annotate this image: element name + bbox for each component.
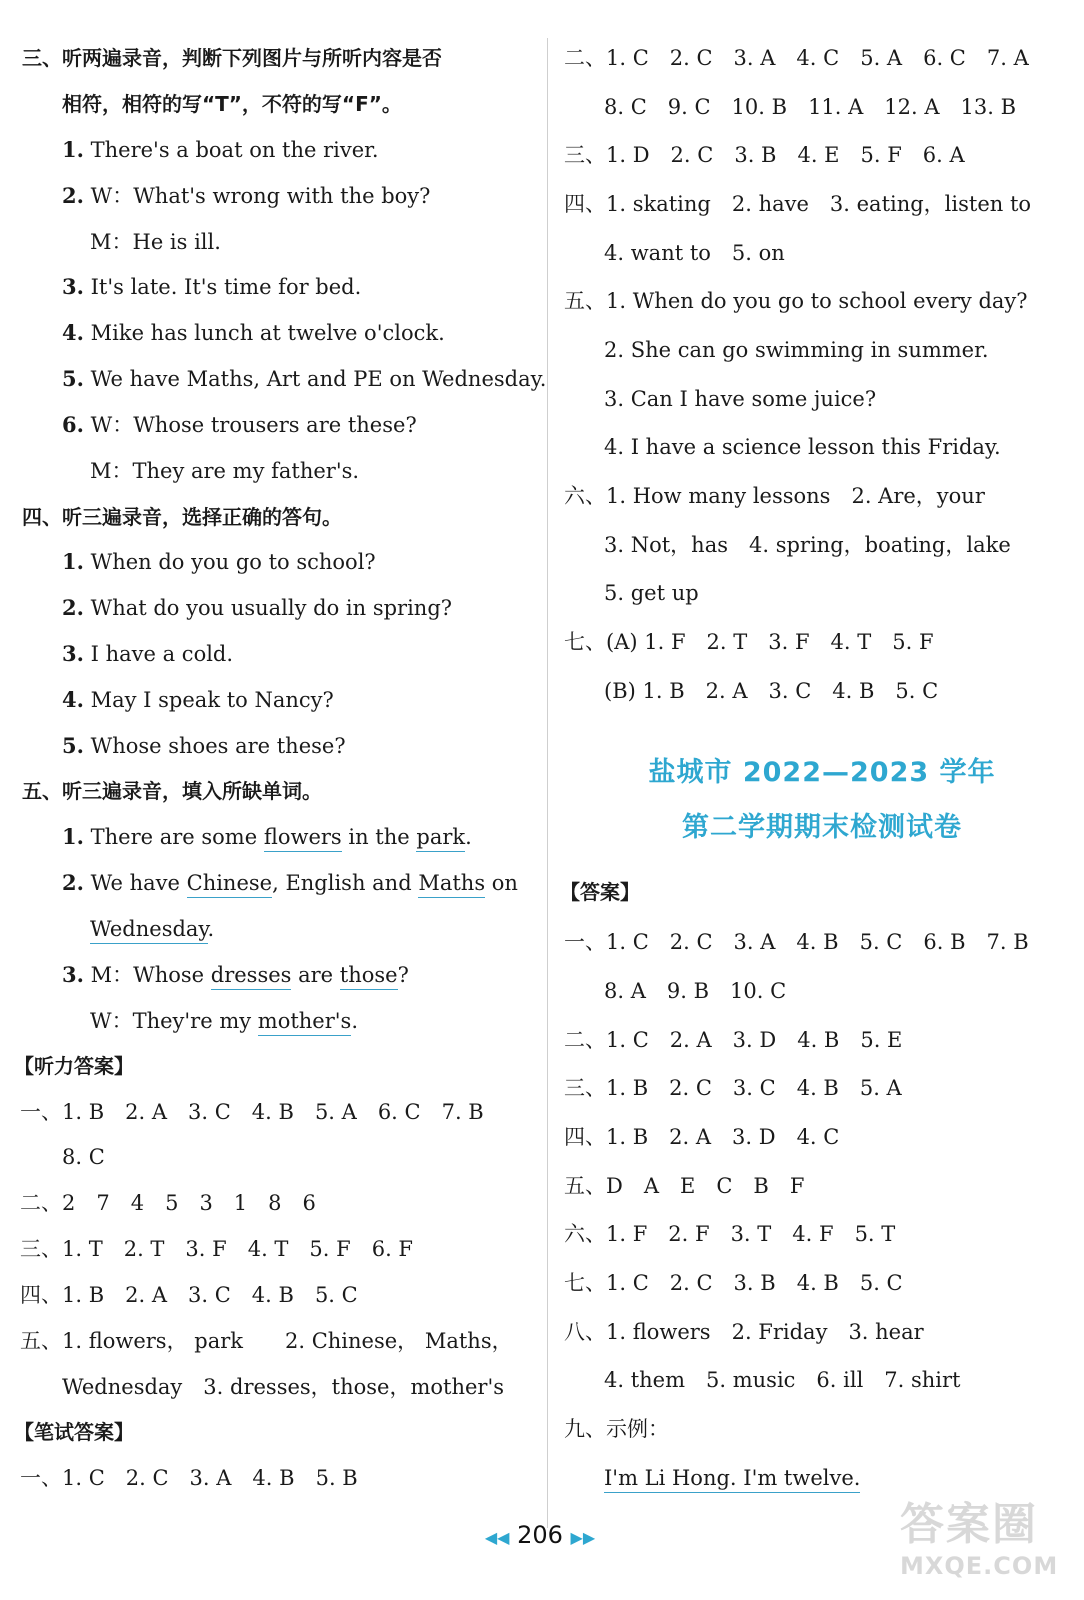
answer-row: 九、示例：: [564, 1417, 669, 1441]
fill-line: Wednesday.: [90, 915, 214, 943]
list-item: M：He is ill.: [90, 230, 221, 254]
example-sentence: I'm Li Hong. I'm twelve.: [604, 1464, 860, 1492]
answer-row: 8. C: [62, 1145, 105, 1169]
watermark-bottom: MXQE.COM: [900, 1552, 1059, 1580]
fill-line: 1. There are some flowers in the park.: [62, 823, 472, 851]
page-footer: [460, 1521, 620, 1549]
answer-row: 4. them 5. music 6. ill 7. shirt: [604, 1368, 961, 1392]
list-item: 2. W：What's wrong with the boy?: [62, 183, 431, 208]
section-5-title: 五、听三遍录音，填入所缺单词。: [22, 779, 322, 803]
next-page-icon[interactable]: ▶▶: [570, 1528, 596, 1547]
fill-line: 3. M：Whose dresses are those?: [62, 961, 409, 989]
section-4-title: 四、听三遍录音，选择正确的答句。: [22, 505, 342, 529]
exam-title: 盐城市 2022—2023 学年: [648, 757, 996, 788]
watermark-top: 答案圈: [900, 1499, 1038, 1550]
answer-row: 七、(A) 1. F 2. T 3. F 4. T 5. F: [564, 630, 934, 654]
answer-row: 五、1. When do you go to school every day?: [564, 289, 1028, 313]
answer-row: 4. want to 5. on: [604, 241, 785, 265]
answer-row: 五、1. flowers， park 2. Chinese， Maths，: [20, 1329, 513, 1353]
list-item: 5. Whose shoes are these?: [62, 733, 346, 758]
fill-line: W：They're my mother's.: [90, 1007, 358, 1035]
answer-row: 三、1. D 2. C 3. B 4. E 5. F 6. A: [564, 143, 965, 167]
answer-row: Wednesday 3. dresses，those，mother's: [62, 1375, 505, 1399]
answer-row: 3. Not，has 4. spring，boating，lake: [604, 533, 1011, 557]
answer-row: 二、1. C 2. C 3. A 4. C 5. A 6. C 7. A: [564, 46, 1029, 70]
answer-row: 六、1. F 2. F 3. T 4. F 5. T: [564, 1222, 896, 1246]
listening-answers-heading: 【听力答案】: [14, 1054, 134, 1078]
answers-heading: 【答案】: [560, 880, 640, 904]
answer-row: 四、1. B 2. A 3. D 4. C: [564, 1125, 840, 1149]
list-item: 6. W：Whose trousers are these?: [62, 412, 417, 437]
section-3-title: 三、听两遍录音，判断下列图片与所听内容是否: [22, 46, 442, 70]
filled-word: mother's: [258, 1009, 352, 1036]
list-item: M：They are my father's.: [90, 459, 360, 483]
answer-row: 8. A 9. B 10. C: [604, 979, 787, 1003]
filled-word: park: [416, 825, 465, 852]
page-number: 206: [517, 1521, 563, 1549]
list-item: 4. Mike has lunch at twelve o'clock.: [62, 320, 445, 345]
filled-word: Chinese: [187, 871, 272, 898]
filled-word: flowers: [264, 825, 342, 852]
list-item: 1. When do you go to school?: [62, 549, 376, 574]
answer-row: 四、1. skating 2. have 3. eating，listen to: [564, 192, 1032, 216]
written-answers-heading: 【笔试答案】: [14, 1420, 134, 1444]
answer-row: 3. Can I have some juice?: [604, 387, 877, 411]
list-item: 2. What do you usually do in spring?: [62, 595, 453, 620]
list-item: 5. We have Maths, Art and PE on Wednesday.: [62, 366, 547, 391]
filled-word: dresses: [211, 963, 292, 990]
answer-row: 一、1. B 2. A 3. C 4. B 5. A 6. C 7. B: [20, 1100, 484, 1124]
answer-row: 一、1. C 2. C 3. A 4. B 5. C 6. B 7. B: [564, 930, 1029, 954]
answer-row: 8. C 9. C 10. B 11. A 12. A 13. B: [604, 95, 1017, 119]
column-divider: [547, 38, 548, 1528]
section-3-title-cont: 相符，相符的写“T”，不符的写“F”。: [62, 92, 402, 116]
answer-row: 2. She can go swimming in summer.: [604, 338, 989, 362]
answer-row: 三、1. T 2. T 3. F 4. T 5. F 6. F: [20, 1237, 414, 1261]
answer-row: 一、1. C 2. C 3. A 4. B 5. B: [20, 1466, 358, 1490]
list-item: 4. May I speak to Nancy?: [62, 687, 334, 712]
answer-row: (B) 1. B 2. A 3. C 4. B 5. C: [604, 679, 939, 703]
list-item: 3. I have a cold.: [62, 641, 234, 666]
watermark-logo: [900, 1488, 1070, 1588]
answer-row: 八、1. flowers 2. Friday 3. hear: [564, 1320, 924, 1344]
filled-word: Maths: [418, 871, 485, 898]
prev-page-icon[interactable]: ◀◀: [484, 1528, 510, 1547]
answer-row: 4. I have a science lesson this Friday.: [604, 435, 1001, 459]
list-item: 3. It's late. It's time for bed.: [62, 274, 362, 299]
answer-row: 四、1. B 2. A 3. C 4. B 5. C: [20, 1283, 358, 1307]
list-item: 1. There's a boat on the river.: [62, 137, 379, 162]
fill-line: 2. We have Chinese, English and Maths on: [62, 869, 518, 897]
answer-row: 五、D A E C B F: [564, 1174, 805, 1198]
filled-word: those: [340, 963, 398, 990]
answer-row: 5. get up: [604, 581, 699, 605]
answer-row: 六、1. How many lessons 2. Are，your: [564, 484, 985, 508]
exam-subtitle: 第二学期期末检测试卷: [682, 812, 962, 843]
answer-row: 二、2 7 4 5 3 1 8 6: [20, 1191, 316, 1215]
answer-row: 二、1. C 2. A 3. D 4. B 5. E: [564, 1028, 903, 1052]
answer-row: 三、1. B 2. C 3. C 4. B 5. A: [564, 1076, 902, 1100]
answer-row: 七、1. C 2. C 3. B 4. B 5. C: [564, 1271, 903, 1295]
filled-word: Wednesday: [90, 917, 208, 944]
